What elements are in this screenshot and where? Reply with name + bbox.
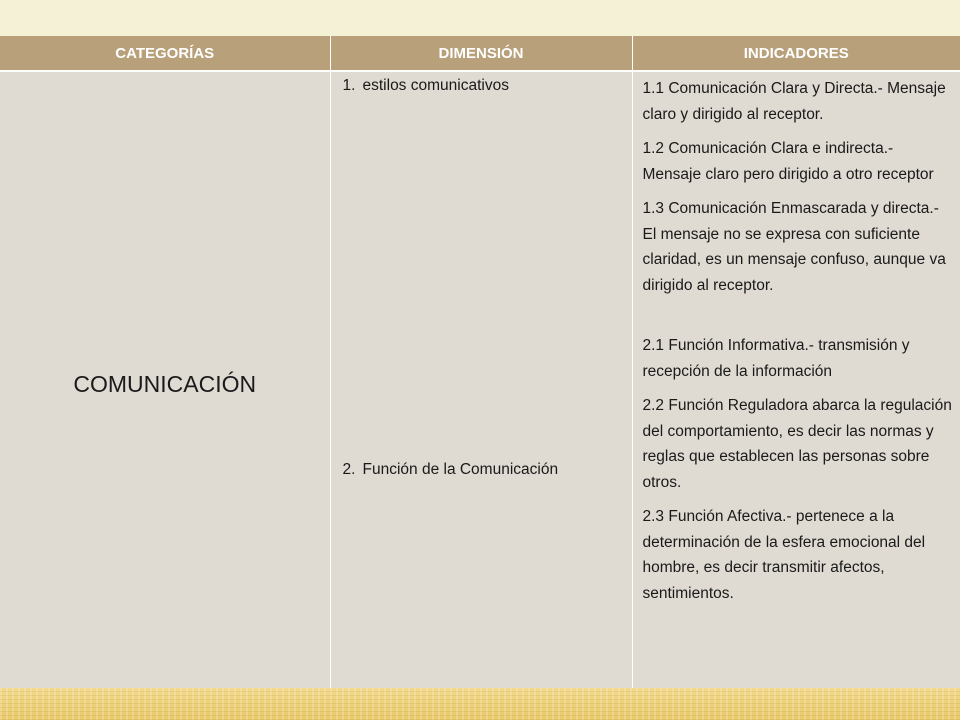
category-label: COMUNICACIÓN [73,370,257,397]
dimension-number: 2. [342,461,356,478]
header-categorias: CATEGORÍAS [0,36,330,71]
dimension-cell [330,71,632,688]
dimension-number: 1. [342,77,356,94]
table-row [0,71,960,688]
dimension-item [343,76,509,96]
dimension-item [343,460,559,480]
table-header-row [0,36,960,71]
indicator-item: 2.3 Función Afectiva.- pertenece a la determinación de la esfera emocional del hombre, es decir transmitir afectos, sentimientos. [642,508,926,602]
indicator-table [0,36,960,688]
top-background-band [0,0,960,36]
indicator-item: 2.2 Función Reguladora abarca la regulación del comportamiento, es decir las normas y reglas que establecen las personas sobre otros. [642,397,952,491]
header-dimension: DIMENSIÓN [330,36,632,71]
indicator-table-container [0,36,960,688]
bottom-decorative-band [0,688,960,720]
indicator-item: 1.1 Comunicación Clara y Directa.- Mensaje claro y dirigido al receptor. [642,80,946,123]
indicator-spacer [643,307,955,333]
indicators-cell [632,71,960,688]
indicator-item: 1.2 Comunicación Clara e indirecta.- Mensaje claro pero dirigido a otro receptor [642,140,934,183]
header-indicadores: INDICADORES [632,36,960,71]
category-cell [0,71,330,688]
indicator-item: 2.1 Función Informativa.- transmisión y recepción de la información [642,337,910,380]
dimension-label: estilos comunicativos [362,77,509,94]
table-body [0,71,960,688]
indicator-item: 1.3 Comunicación Enmascarada y directa.- El mensaje no se expresa con suficiente claridad, es un mensaje confuso, aunque va dirigido al receptor. [642,200,946,294]
table-header [0,36,960,71]
dimension-label: Función de la Comunicación [362,461,559,478]
